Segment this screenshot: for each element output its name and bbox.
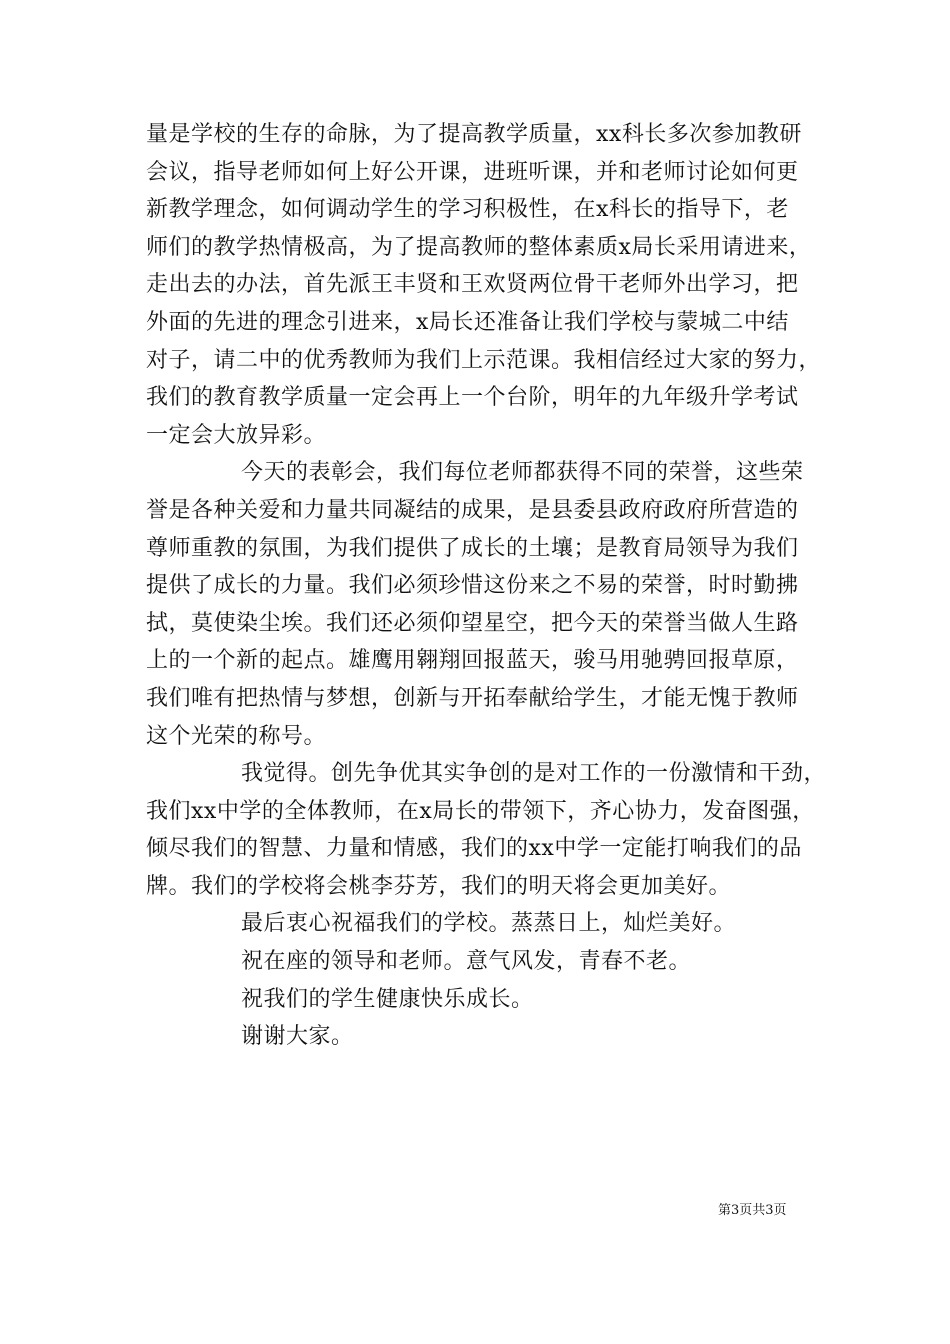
text-line: 尊师重教的氛围，为我们提供了成长的土壤；是教育局领导为我们 — [146, 535, 799, 561]
page-number-footer: 第3页共3页 — [718, 1203, 787, 1218]
paragraph — [146, 981, 810, 1019]
text-line: 祝在座的领导和老师。意气风发，青春不老。 — [241, 949, 692, 975]
text-line: 师们的教学热情极高，为了提高教师的整体素质x局长采用请进来， — [146, 234, 812, 260]
document-body — [146, 116, 827, 1056]
text-line: 拭，莫使染尘埃。我们还必须仰望星空，把今天的荣誉当做人生路 — [146, 610, 799, 636]
paragraph — [146, 454, 810, 755]
text-line: 对子，请二中的优秀教师为我们上示范课。我相信经过大家的努力， — [146, 347, 822, 373]
text-line: 新教学理念，如何调动学生的学习积极性，在x科长的指导下，老 — [146, 197, 789, 223]
text-line: 谢谢大家。 — [241, 1024, 354, 1050]
text-line: 一定会大放异彩。 — [146, 422, 327, 448]
text-line: 今天的表彰会，我们每位老师都获得不同的荣誉，这些荣 — [241, 460, 804, 486]
text-line: 誉是各种关爱和力量共同凝结的成果，是县委县政府政府所营造的 — [146, 497, 799, 523]
paragraph — [146, 1018, 810, 1056]
text-line: 上的一个新的起点。雄鹰用翱翔回报蓝天，骏马用驰骋回报草原， — [146, 648, 799, 674]
paragraph — [146, 116, 822, 454]
text-line: 我们的教育教学质量一定会再上一个台阶，明年的九年级升学考试 — [146, 385, 799, 411]
text-line: 外面的先进的理念引进来，x局长还准备让我们学校与蒙城二中结 — [146, 309, 789, 335]
paragraph — [146, 755, 827, 905]
paragraph — [146, 905, 810, 943]
paragraph — [146, 943, 810, 981]
text-line: 这个光荣的称号。 — [146, 723, 327, 749]
text-line: 我们xx中学的全体教师，在x局长的带领下，齐心协力，发奋图强， — [146, 798, 815, 824]
text-line: 量是学校的生存的命脉，为了提高教学质量，xx科长多次参加教研 — [146, 122, 802, 147]
text-line: 祝我们的学生健康快乐成长。 — [241, 986, 534, 1012]
text-line: 提供了成长的力量。我们必须珍惜这份来之不易的荣誉，时时勤拂 — [146, 573, 799, 599]
text-line: 会议，指导老师如何上好公开课，进班听课，并和老师讨论如何更 — [146, 159, 799, 185]
text-line: 我觉得。创先争优其实争创的是对工作的一份激情和干劲， — [241, 761, 827, 787]
text-line: 走出去的办法，首先派王丰贤和王欢贤两位骨干老师外出学习，把 — [146, 272, 799, 298]
text-line: 倾尽我们的智慧、力量和情感，我们的xx中学一定能打响我们的品 — [146, 836, 802, 862]
text-line: 最后衷心祝福我们的学校。蒸蒸日上，灿烂美好。 — [241, 911, 737, 937]
text-line: 我们唯有把热情与梦想，创新与开拓奉献给学生，才能无愧于教师 — [146, 685, 799, 711]
text-line: 牌。我们的学校将会桃李芬芳，我们的明天将会更加美好。 — [146, 873, 732, 899]
